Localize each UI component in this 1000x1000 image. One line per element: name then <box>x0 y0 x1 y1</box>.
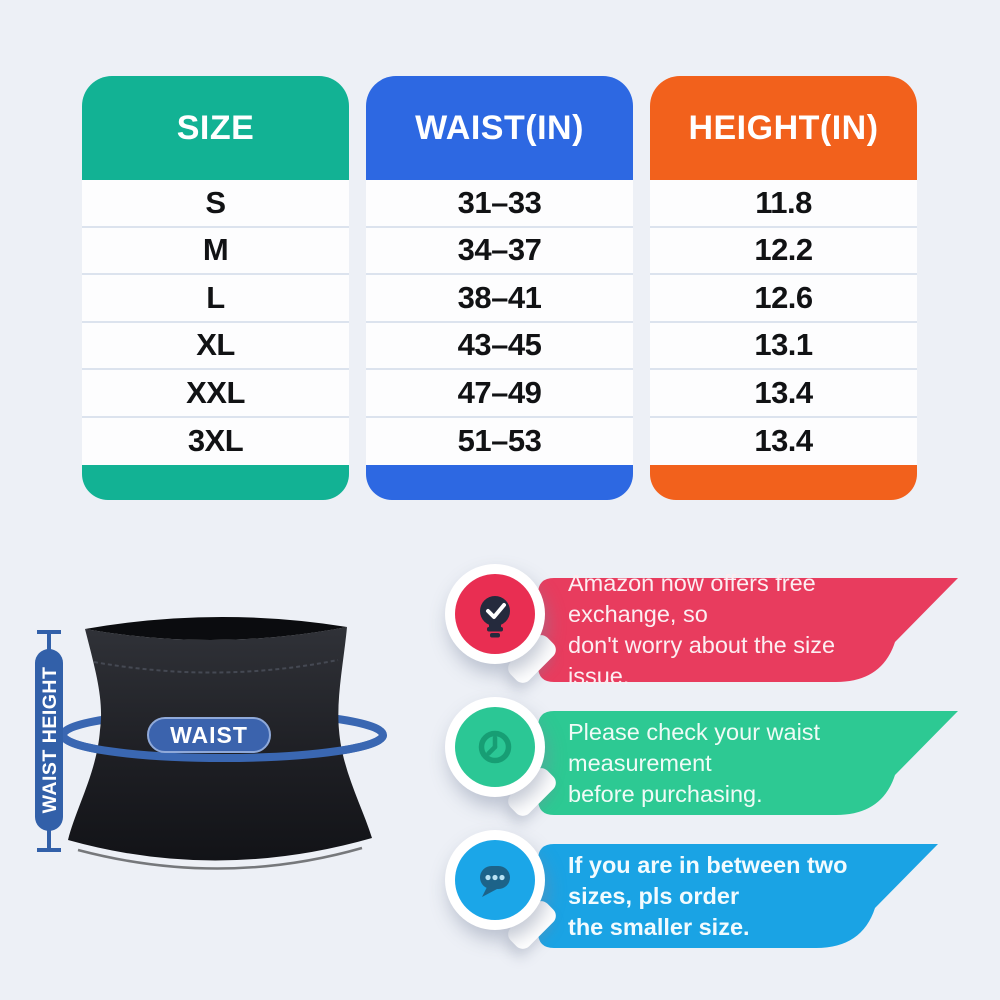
callout-line: Amazon now offers free exchange, so <box>568 570 816 627</box>
cell-height-row1: 11.8 <box>650 180 917 228</box>
column-footer-height <box>650 465 917 500</box>
cell-height-row6: 13.4 <box>754 423 813 459</box>
column-header-waist: WAIST(IN) <box>366 76 633 180</box>
column-cells-height <box>650 180 917 465</box>
callout-line: the smaller size. <box>568 913 750 940</box>
waist-height-ruler <box>35 632 63 850</box>
cell-waist-row4: 43–45 <box>366 323 633 371</box>
column-footer-size <box>82 465 349 500</box>
callout-line: before purchasing. <box>568 780 763 807</box>
cell-height-row4: 13.1 <box>650 323 917 371</box>
table-column-waist <box>366 76 633 500</box>
cell-waist-row3: 38–41 <box>366 275 633 323</box>
callout-line: If you are in between two sizes, pls order <box>568 851 848 909</box>
column-footer-waist <box>366 465 633 500</box>
lightbulb-check-icon <box>455 574 535 654</box>
cell-size-row2: M <box>82 228 349 276</box>
waist-label-text: WAIST <box>170 722 248 748</box>
clock-icon <box>455 707 535 787</box>
column-header-size: SIZE <box>82 76 349 180</box>
callout-banner-blue <box>538 844 938 948</box>
column-cells-size <box>82 180 349 465</box>
callout-text-between-sizes <box>538 844 878 948</box>
cell-waist-row6: 51–53 <box>457 423 542 459</box>
callout-banner-green <box>538 711 958 815</box>
waist-height-label-text: WAIST HEIGHT <box>39 666 61 814</box>
callout-text-check-measurement <box>538 711 898 815</box>
column-cells-waist <box>366 180 633 465</box>
table-column-size <box>82 76 349 500</box>
size-chart-table <box>82 76 917 500</box>
cell-waist-row5: 47–49 <box>366 370 633 418</box>
cell-height-row3: 12.6 <box>650 275 917 323</box>
cell-size-row4: XL <box>82 323 349 371</box>
cell-size-row1: S <box>82 180 349 228</box>
waist-trainer-diagram <box>0 560 440 980</box>
callout-text-free-exchange <box>538 570 898 689</box>
cell-waist-row2: 34–37 <box>366 228 633 276</box>
waist-label-pill <box>148 718 270 752</box>
cell-waist-row1: 31–33 <box>366 180 633 228</box>
cell-size-row3: L <box>82 275 349 323</box>
callout-line: Please check your waist measurement <box>568 718 821 776</box>
chat-dots-icon <box>455 840 535 920</box>
column-header-height: HEIGHT(IN) <box>650 76 917 180</box>
cell-height-row2: 12.2 <box>650 228 917 276</box>
cell-size-row5: XXL <box>82 370 349 418</box>
cell-size-row6: 3XL <box>187 423 244 459</box>
table-column-height <box>650 76 917 500</box>
callout-line: don't worry about the size issue. <box>568 632 836 689</box>
cell-height-row5: 13.4 <box>650 370 917 418</box>
waist-trainer-illustration <box>0 560 440 980</box>
callout-banner-red <box>538 570 958 689</box>
